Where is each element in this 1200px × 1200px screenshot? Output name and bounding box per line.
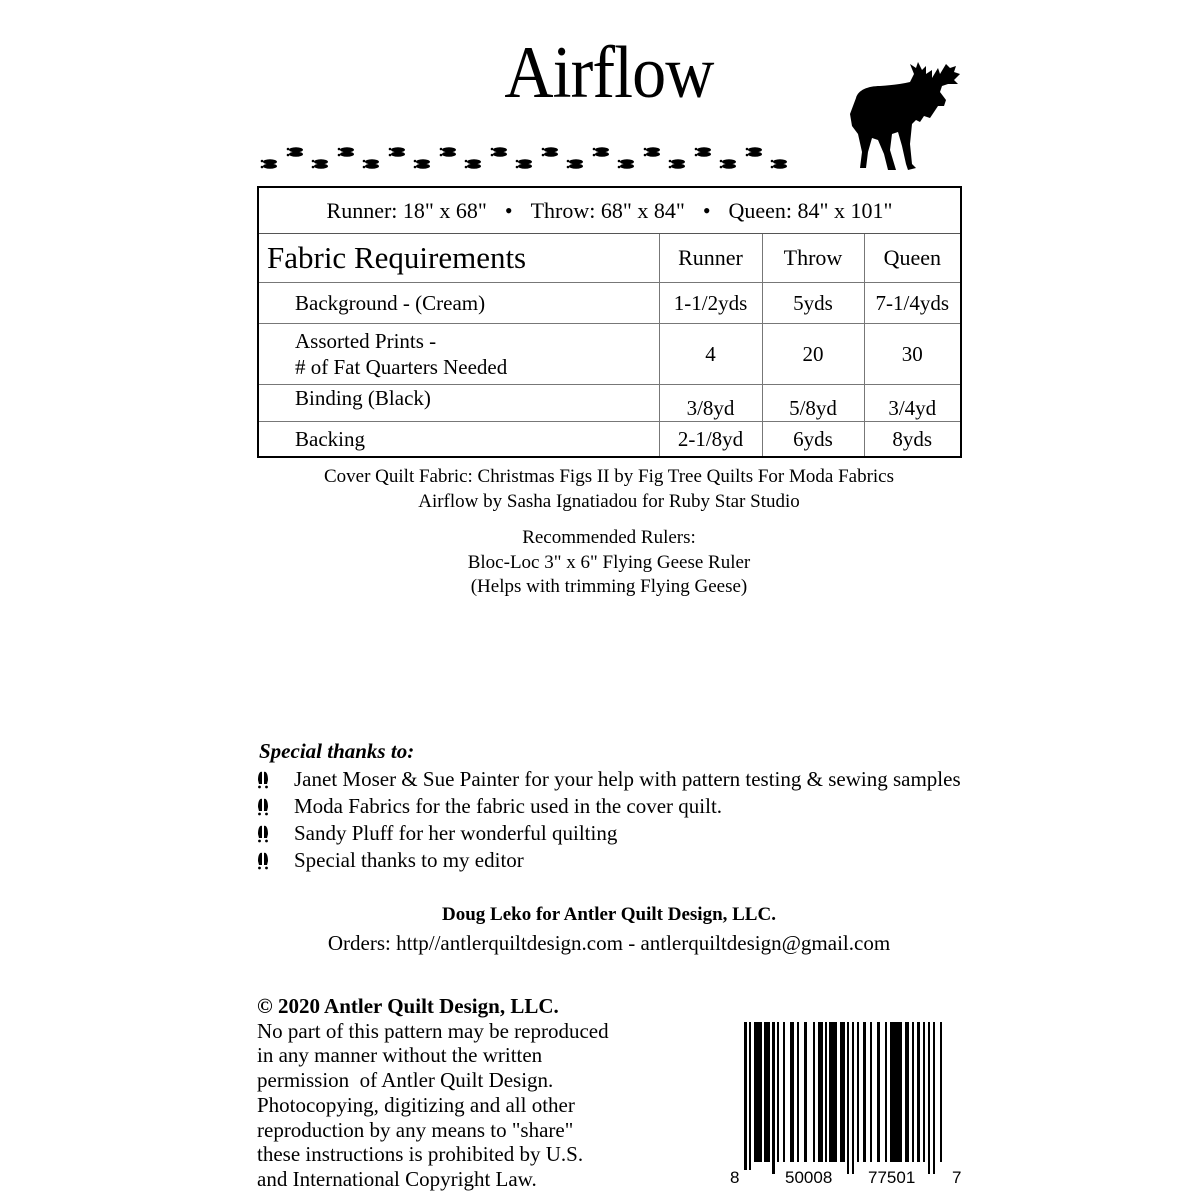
fabric-requirements-table: [257, 186, 962, 458]
thanks-item-text: Special thanks to my editor: [294, 848, 524, 872]
cover-fabric-line1: Cover Quilt Fabric: Christmas Figs II by Fig Tree Quilts For Moda Fabrics: [324, 466, 894, 487]
row-label: Backing: [258, 422, 659, 458]
cell-throw: 5/8yd: [762, 385, 864, 422]
copyright-line: and International Copyright Law.: [257, 1166, 537, 1191]
copyright-line: permission of Antler Quilt Design.: [257, 1068, 554, 1093]
moose-hoofprint-icon: [257, 771, 294, 789]
column-header-throw: Throw: [762, 234, 864, 283]
recommended-rulers: [0, 526, 1200, 600]
barcode-digits-right: 77501: [868, 1168, 916, 1187]
cell-queen: 30: [864, 324, 961, 385]
size-runner: Runner: 18" x 68": [326, 197, 487, 223]
row-label-line1: Assorted Prints -: [295, 329, 437, 353]
thanks-heading: Special thanks to:: [259, 739, 415, 763]
copyright-notice: [257, 994, 697, 1192]
rulers-item: Bloc-Loc 3" x 6" Flying Geese Ruler: [467, 551, 751, 573]
list-item: [257, 766, 961, 793]
barcode-digit-lead: 8: [730, 1168, 740, 1187]
cell-throw: 20: [762, 324, 864, 385]
table-header-row: [258, 234, 961, 283]
size-queen: Queen: 84" x 101": [728, 197, 893, 223]
copyright-line: Photocopying, digitizing and all other: [257, 1092, 575, 1117]
table-row: [258, 283, 961, 324]
row-label: [258, 324, 659, 385]
separator-dot: •: [702, 197, 711, 223]
list-item: [257, 793, 961, 820]
cell-runner: 4: [659, 324, 762, 385]
thanks-item-text: Janet Moser & Sue Painter for your help with pattern testing & sewing samples: [294, 767, 961, 791]
moose-hoofprint-icon: [257, 798, 294, 816]
copyright-line: these instructions is prohibited by U.S.: [257, 1142, 584, 1167]
cell-runner: 2-1/8yd: [659, 422, 762, 458]
thanks-item-text: Moda Fabrics for the fabric used in the cover quilt.: [294, 794, 723, 818]
copyright-heading: © 2020 Antler Quilt Design, LLC.: [257, 994, 559, 1018]
barcode-icon: [730, 1018, 965, 1188]
copyright-line: No part of this pattern may be reproduced: [257, 1018, 609, 1043]
table-title: Fabric Requirements: [258, 234, 659, 283]
cell-queen: 3/4yd: [864, 385, 961, 422]
thanks-list: [257, 766, 961, 874]
pattern-title: Airflow: [504, 32, 714, 114]
column-header-runner: Runner: [659, 234, 762, 283]
row-label: Background - (Cream): [258, 283, 659, 324]
cover-fabric-line2: Airflow by Sasha Ignatiadou for Ruby Star Studio: [418, 490, 800, 512]
cell-runner: 1-1/2yds: [659, 283, 762, 324]
table-row: [258, 385, 961, 422]
designer-credit: Doug Leko for Antler Quilt Design, LLC.: [442, 904, 776, 925]
sizes-row: [258, 187, 961, 234]
cell-queen: 7-1/4yds: [864, 283, 961, 324]
list-item: [257, 847, 961, 874]
cell-queen: 8yds: [864, 422, 961, 458]
column-header-queen: Queen: [864, 234, 961, 283]
rulers-note: (Helps with trimming Flying Geese): [470, 576, 748, 597]
row-label: Binding (Black): [258, 385, 659, 422]
thanks-item-text: Sandy Pluff for her wonderful quilting: [294, 821, 618, 845]
moose-hoofprint-icon: [257, 825, 294, 843]
cell-throw: 6yds: [762, 422, 864, 458]
barcode-digit-check: 7: [952, 1168, 962, 1187]
list-item: [257, 820, 961, 847]
orders-contact: Orders: http//antlerquiltdesign.com - antlerquiltdesign@gmail.com: [327, 931, 891, 955]
copyright-line: in any manner without the written: [257, 1043, 543, 1068]
moose-hoofprint-icon: [257, 852, 294, 870]
rulers-heading: Recommended Rulers:: [522, 527, 696, 548]
row-label-line2: # of Fat Quarters Needed: [295, 355, 508, 379]
table-row: [258, 422, 961, 458]
size-throw: Throw: 68" x 84": [530, 197, 685, 223]
table-row: [258, 324, 961, 385]
moose-track-icon: [258, 140, 798, 174]
separator-dot: •: [504, 197, 513, 223]
cell-throw: 5yds: [762, 283, 864, 324]
barcode-digits-left: 50008: [785, 1168, 833, 1187]
copyright-line: reproduction by any means to "share": [257, 1117, 574, 1142]
cell-runner: 3/8yd: [659, 385, 762, 422]
moose-silhouette-icon: [846, 60, 962, 173]
cover-fabric-info: [0, 465, 1200, 514]
